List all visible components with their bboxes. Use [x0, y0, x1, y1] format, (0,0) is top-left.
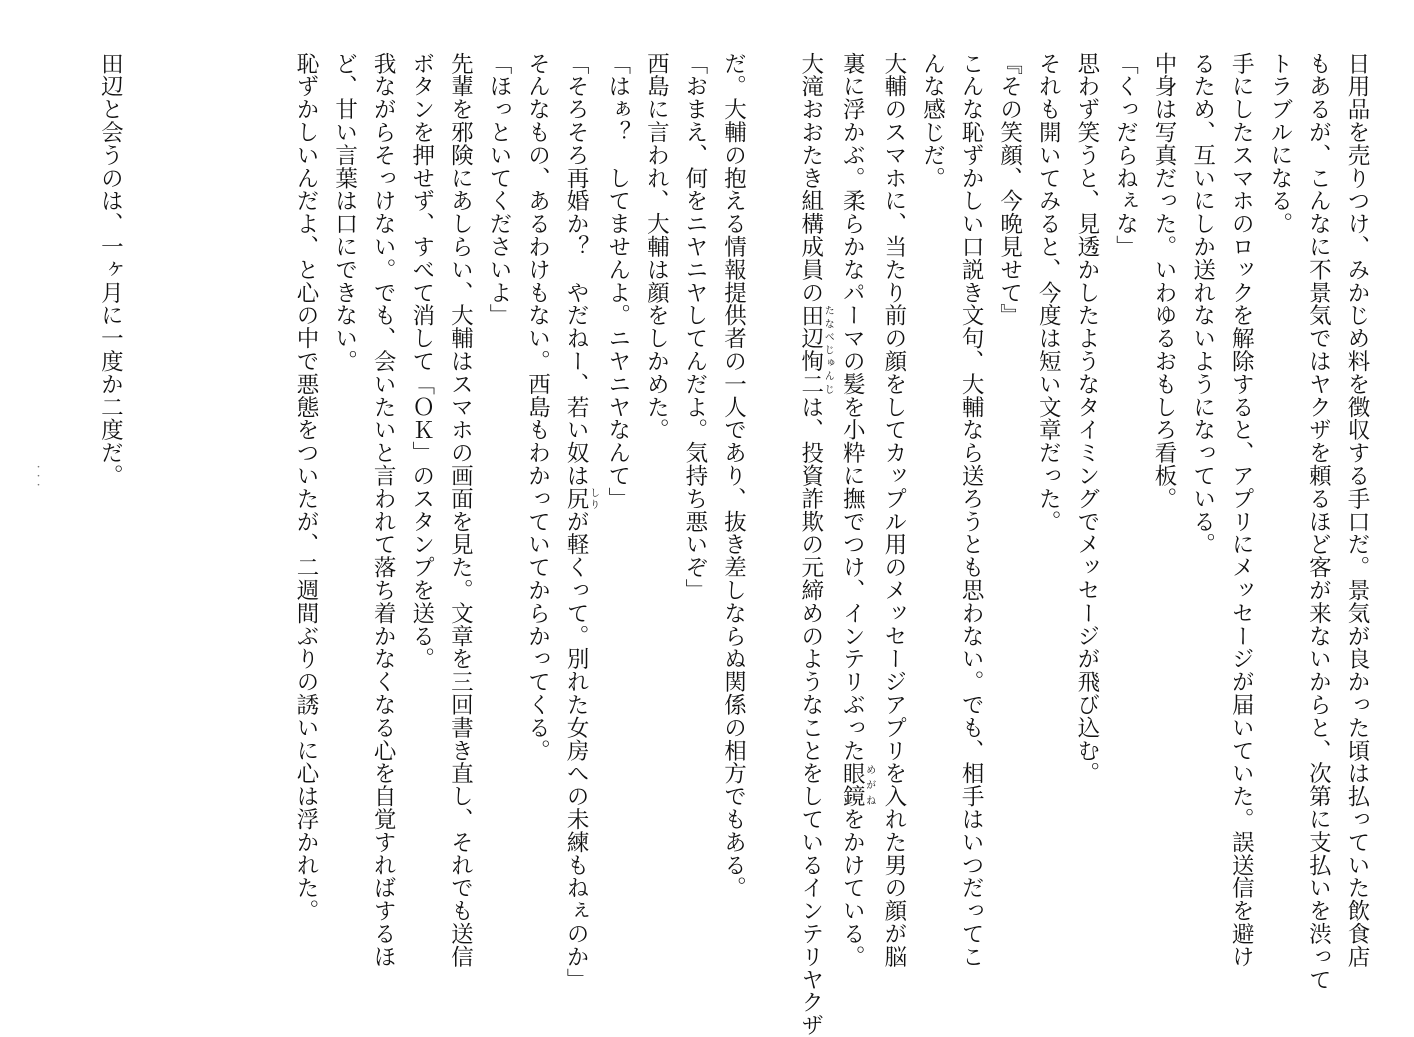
text-line: 「そろそろ再婚か？ やだねー、若い奴は尻しりが軽くって。別れた女房への未練もねぇのか」: [563, 52, 599, 991]
furigana: 田辺恂二たなべじゅんじ: [797, 303, 834, 396]
text-line: 恥ずかしいんだよ、と心の中で悪態をついたが、二週間ぶりの誘いに心は浮かれた。: [292, 52, 319, 923]
furigana: 尻しり: [563, 487, 599, 511]
text-line: 田辺と会うのは、一ヶ月に一度か二度だ。: [97, 52, 124, 488]
text-line: 先輩を邪険にあしらい、大輔はスマホの画面を見た。文章を三回書き直し、それでも送信: [447, 52, 474, 968]
text-line: 裏に浮かぶ。柔らかなパーマの髪を小粋に撫でつけ、インテリぶった眼鏡めがねをかけている。: [839, 52, 875, 969]
text-line: 大輔のスマホに、当たり前の顔をしてカップル用のメッセージアプリを入れた男の顔が脳: [880, 52, 907, 968]
text-line: それも開いてみると、今度は短い文章だった。: [1035, 52, 1062, 533]
text-line: そんなもの、あるわけもない。西島もわかっていてからかってくる。: [524, 52, 551, 762]
blank-space: [129, 52, 286, 952]
body-text: [91, 52, 1376, 1037]
text-line: こんな恥ずかしい口説き文句、大輔なら送ろうとも思わない。でも、相手はいつだってこ: [958, 52, 985, 968]
text-line: 「はぁ？ してませんよ。ニヤニヤなんて」: [604, 52, 631, 510]
text-line: だ。大輔の抱える情報提供者の一人であり、抜き差しならぬ関係の相方でもある。: [720, 52, 747, 900]
line-gap: [753, 52, 792, 952]
text-line: ど、甘い言葉は口にできない。: [331, 52, 358, 373]
text-line: もあるが、こんなに不景気ではヤクザを頼るほど客が来ないからと、次第に支払いを渋って: [1305, 52, 1332, 991]
text-line: 手にしたスマホのロックを解除すると、アプリにメッセージが届いていた。誤送信を避け: [1228, 52, 1255, 968]
text-line: 日用品を売りつけ、みかじめ料を徴収する手口だ。景気が良かった頃は払っていた飲食店: [1344, 52, 1370, 968]
text-line: 我ながらそっけない。でも、会いたいと言われて落ち着かなくなる心を自覚すればするほ: [370, 52, 397, 968]
text-line: 西島に言われ、大輔は顔をしかめた。: [643, 52, 670, 442]
page-mark: ・・・: [32, 462, 42, 489]
text-line: トラブルになる。: [1266, 52, 1293, 236]
text-line: 中身は写真だった。いわゆるおもしろ看板。: [1151, 52, 1178, 510]
text-line: 「おまえ、何をニヤニヤしてんだよ。気持ち悪いぞ」: [681, 52, 708, 602]
text-line: 「ほっといてくださいよ」: [485, 52, 512, 327]
furigana: 眼鏡めがね: [839, 761, 875, 808]
text-line: ボタンを押せず、すべて消して「ＯＫ」のスタンプを送る。: [408, 52, 435, 671]
text-line: 「くっだらねぇな」: [1112, 52, 1139, 259]
text-line: るため、互いにしか送れないようになっている。: [1189, 52, 1216, 556]
text-line: 『その笑顔、今晩見せて』: [996, 52, 1023, 327]
text-line: 大滝おおたき組構成員の田辺恂二たなべじゅんじは、投資詐欺の元締めのようなことをしているインテリヤクザ: [797, 52, 834, 1037]
text-line: んな感じだ。: [919, 52, 946, 190]
text-line: 思わず笑うと、見透かしたようなタイミングでメッセージが飛び込む。: [1073, 52, 1100, 785]
